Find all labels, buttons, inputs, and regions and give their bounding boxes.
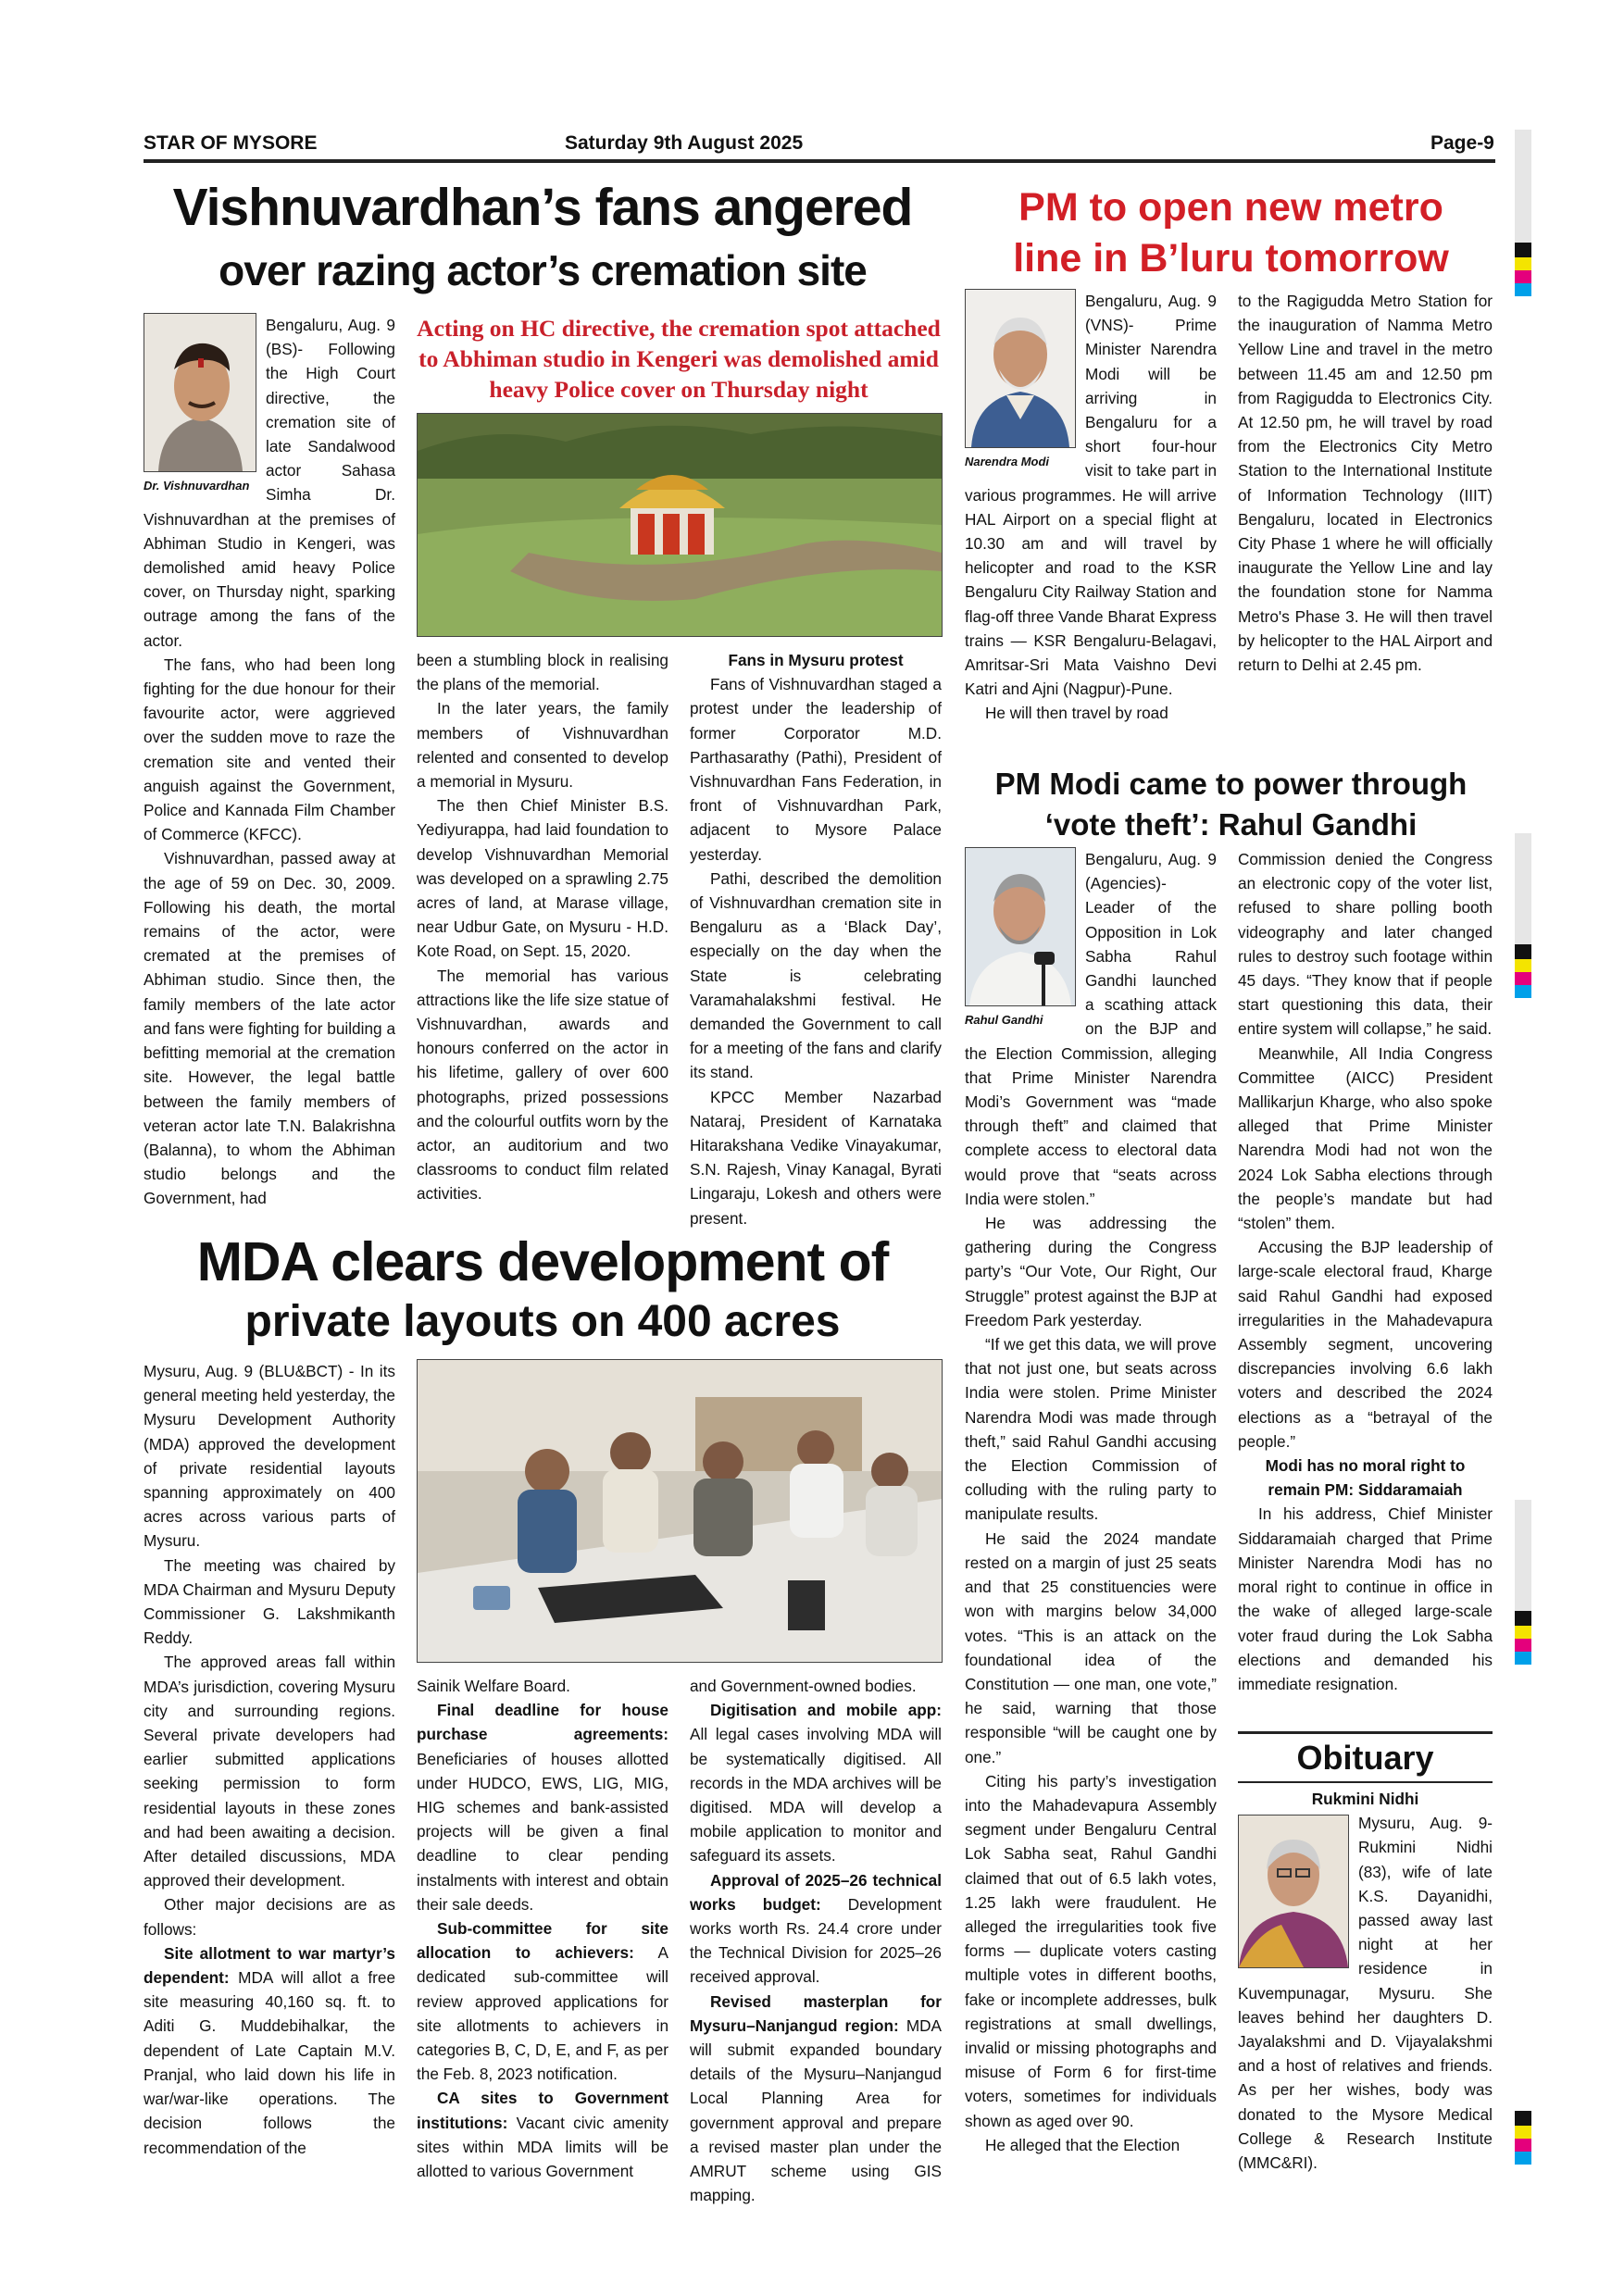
registration-strip bbox=[1515, 1500, 1531, 1611]
registration-cyan bbox=[1515, 283, 1531, 296]
story4-text: MDA will allot a free site measuring 40,160 sq. ft. to Aditi G. Muddebihalkar, the dependent of Late Captain M.V. Pranjal, who laid down his life in war/war-like operations. The decision follows the recommendation of the bbox=[144, 1968, 395, 2157]
story1-subhead: Acting on HC directive, the cremation spot attached to Abhiman studio in Kengeri was demolished amid heavy Police cover on Thursday night bbox=[417, 315, 941, 403]
story1-crosshead: Fans in Mysuru protest bbox=[728, 651, 904, 669]
registration-black bbox=[1515, 2111, 1531, 2126]
registration-yellow bbox=[1515, 257, 1531, 270]
story1-headline-line1: Vishnuvardhan’s fans angered bbox=[172, 178, 913, 237]
registration-black bbox=[1515, 1611, 1531, 1626]
registration-magenta bbox=[1515, 270, 1531, 283]
story3-para: Commission denied the Congress an electronic copy of the voter list, refused to share polling booth videography and later changed rules to destroy such footage within 45 days. “They know that if people start questioning this data, their entire system will collapse,” he said. bbox=[1238, 850, 1493, 1039]
story4-text: Beneficiaries of houses allotted under HUDCO, EWS, LIG, MIG, HIG schemes and bank-assisted projects will be given a final deadline to clear pending instalments with interest and obtain their sale deeds. bbox=[417, 1749, 668, 1914]
story4-crosshead: CA sites to Government institutions: bbox=[417, 2089, 668, 2132]
rahul-caption: Rahul Gandhi bbox=[965, 1013, 1043, 1027]
portrait-icon bbox=[966, 290, 1075, 447]
registration-yellow bbox=[1515, 959, 1531, 972]
story1-para: The fans, who had been long fighting for the due honour for their favourite actor, were aggrieved over the sudden move to raze the cremation site and vented their anguish against the Government, Police and Kannada Film Chamber of Commerce (KFCC). bbox=[144, 655, 395, 844]
registration-yellow bbox=[1515, 2126, 1531, 2139]
rahul-photo-box bbox=[965, 847, 1076, 1032]
story2-column-1 bbox=[965, 289, 1217, 726]
paper-name: STAR OF MYSORE bbox=[144, 132, 318, 154]
registration-strip bbox=[1515, 833, 1531, 944]
mda-meeting-photo bbox=[417, 1359, 943, 1663]
story1-para: Fans of Vishnuvardhan staged a protest under the leadership of former Corporator M.D. Parthasarathy (Pathi), President of Vishnuvardhan Fans Federation, in front of Vishnuvardhan Park, adjacent to Mysore Palace yesterday. bbox=[690, 675, 942, 864]
story4-para: and Government-owned bodies. bbox=[690, 1677, 917, 1695]
registration-magenta bbox=[1515, 972, 1531, 985]
story4-para: The approved areas fall within MDA’s jurisdiction, covering Mysuru city and surrounding regions. Several private developers had earlier submitted applications seeking permission to form residential layouts in these zones and had been awaiting a decision. After detailed discussions, MDA approved their development. bbox=[144, 1653, 395, 1890]
masthead-rule bbox=[144, 159, 1495, 163]
story4-column-3 bbox=[690, 1674, 942, 2207]
story1-headline-line2: over razing actor’s cremation site bbox=[219, 246, 867, 294]
story1-para: Bengaluru, Aug. 9 (BS)- Following the High Court directive, the cremation site of late Sandalwood actor Sahasa Simha Dr. Vishnuvardhan at the premises of Abhiman Studio in Kengeri, was demolished amid heavy Police cover, on Thursday night, sparking outrage among the fans of the actor. bbox=[144, 316, 395, 650]
story3-crosshead: remain PM: Siddaramaiah bbox=[1268, 1480, 1463, 1500]
story4-para bbox=[690, 1990, 942, 2208]
memorial-landscape-icon bbox=[418, 414, 942, 636]
story3-column-2 bbox=[1238, 847, 1493, 1696]
story3-para: He alleged that the Election bbox=[985, 2135, 1181, 2154]
story4-text: Development works worth Rs. 24.4 crore under the Technical Division for 2025–26 received approval. bbox=[690, 1894, 943, 1987]
story3-headline-line1: PM Modi came to power through bbox=[994, 767, 1468, 801]
modi-photo-box bbox=[965, 289, 1076, 474]
story2-column-2 bbox=[1238, 289, 1493, 677]
cremation-site-photo bbox=[417, 413, 943, 637]
story1-para: Pathi, described the demolition of Vishnuvardhan cremation site in Bengaluru as a ‘Black Day’, especially on the day when the State is celebrating Varamahalakshmi festival. He demanded the Government to call for a meeting of the fans and clarify its stand. bbox=[690, 868, 942, 1082]
story4-para bbox=[690, 1868, 942, 1990]
story4-para bbox=[144, 1941, 395, 2160]
story4-para bbox=[417, 2086, 668, 2183]
story2-headline-line2: line in B’luru tomorrow bbox=[1013, 236, 1449, 281]
story4-text: Vacant civic amenity sites within MDA limits will be allotted to various Government bbox=[417, 2113, 668, 2181]
story4-headline-line2: private layouts on 400 acres bbox=[244, 1297, 841, 1346]
story3-headline-line2: ‘vote theft’: Rahul Gandhi bbox=[1044, 807, 1418, 842]
story4-para: The meeting was chaired by MDA Chairman and Mysuru Deputy Commissioner G. Lakshmikanth Reddy. bbox=[144, 1555, 395, 1648]
story4-para bbox=[690, 1698, 942, 1867]
obituary-rule bbox=[1238, 1731, 1493, 1734]
modi-photo bbox=[965, 289, 1076, 448]
story1-para: In the later years, the family members of Vishnuvardhan relented and consented to develop a memorial in Mysuru. bbox=[417, 699, 668, 792]
story4-crosshead: Sub-committee for site allocation to achievers: bbox=[417, 1919, 668, 1963]
story1-column-1 bbox=[144, 313, 395, 1211]
registration-magenta bbox=[1515, 2139, 1531, 2152]
meeting-room-icon bbox=[418, 1360, 942, 1662]
registration-black bbox=[1515, 944, 1531, 959]
issue-date: Saturday 9th August 2025 bbox=[565, 132, 804, 154]
portrait-icon bbox=[144, 314, 256, 471]
story3-para: Meanwhile, All India Congress Committee (AICC) President Mallikarjun Kharge, who also spoke alleged that Prime Minister Narendra Modi had not won the 2024 Lok Sabha elections through the people’s mandate but had “stolen” them. bbox=[1238, 1043, 1493, 1233]
story4-headline-line1: MDA clears development of bbox=[196, 1231, 889, 1292]
story1-para: KPCC Member Nazarbad Nataraj, President of Karnataka Hitarakshana Vedike Vinayakumar, S.N. Rajesh, Vinay Kanagal, Byrati Lingaraju, Lokesh and others were present. bbox=[690, 1087, 942, 1228]
registration-cyan bbox=[1515, 985, 1531, 998]
story3-crosshead: Modi has no moral right to bbox=[1265, 1456, 1466, 1476]
obituary-text: Mysuru, Aug. 9- Rukmini Nidhi (83), wife of late K.S. Dayanidhi, passed away last night at her residence in Kuvempunagar, Mysuru. She leaves behind her daughters D. Jayalakshmi and D. Vijayalakshmi and a host of relatives and friends. As per her wishes, body was donated to the Mysore Medical College & Research Institute (MMC&RI). bbox=[1238, 1814, 1493, 2173]
story3-column-1 bbox=[965, 847, 1217, 2157]
story1-para: been a stumbling block in realising the plans of the memorial. bbox=[417, 651, 668, 694]
portrait-icon bbox=[966, 848, 1075, 1005]
story4-para bbox=[417, 1698, 668, 1916]
story2-headline-line1: PM to open new metro bbox=[1018, 185, 1443, 230]
obituary-title: Obituary bbox=[1296, 1739, 1434, 1777]
story3-para: In his address, Chief Minister Siddaramaiah charged that Prime Minister Narendra Modi has no moral right to continue in office in the wake of alleged large-scale voter fraud during the Lok Sabha elections and demanded his immediate resignation. bbox=[1238, 1504, 1493, 1693]
page-number: Page-9 bbox=[1430, 132, 1494, 154]
registration-strip bbox=[1515, 130, 1531, 243]
story2-para: to the Ragigudda Metro Station for the inauguration of Namma Metro Yellow Line and travel in the metro between 11.45 am and 12.50 pm from Ragigudda to Electronics City. At 12.50 pm, he will travel by road from the Electronics City Metro Station to the International Institute of Information Technology (IIIT) Bengaluru, located in Electronics City Phase 1 where he will officially inaugurate the Yellow Line and lay the foundation stone for Namma Metro's Phase 3. He will then travel by helicopter to the HAL Airport and return to Delhi at 2.45 pm. bbox=[1238, 292, 1493, 675]
story3-para: Citing his party’s investigation into the Mahadevapura Assembly segment under Bengaluru Central Lok Sabha seat, Rahul Gandhi claimed that out of 6.5 lakh votes, 1.25 lakh were fraudulent. He alleged the irregularities took five forms — duplicate voters casting multiple votes in different booths, fake or incomplete addresses, bulk registrations at small dwellings, invalid or missing photographs and misuse of Form 6 for first-time voters, sometimes for individuals shown as aged over 90. bbox=[965, 1771, 1217, 2130]
story4-text: A dedicated sub-committee will review approved applications for site allotments to achievers in categories B, C, D, E, and F, as per the Feb. 8, 2023 notification. bbox=[417, 1943, 668, 2084]
portrait-icon bbox=[1239, 1816, 1348, 1967]
obituary-photo bbox=[1238, 1815, 1349, 1968]
obituary-rule bbox=[1238, 1781, 1493, 1783]
story4-para: Mysuru, Aug. 9 (BLU&BCT) - In its general meeting held yesterday, the Mysuru Development Authority (MDA) approved the development of private residential layouts spanning approximately on 400 acres across various parts of Mysuru. bbox=[144, 1362, 395, 1551]
story1-para: The memorial has various attractions like the life size statue of Vishnuvardhan, awards and honours conferred on the actor in his lifetime, gallery of over 600 photographs, prized possessions and the colourful outfits worn by the actor, an auditorium and two classrooms to conduct film related activities. bbox=[417, 966, 668, 1204]
rahul-photo bbox=[965, 847, 1076, 1006]
story1-column-3 bbox=[690, 648, 942, 1230]
modi-caption: Narendra Modi bbox=[965, 455, 1050, 468]
story3-para: He was addressing the gathering during the Congress party’s “Our Vote, Our Right, Our Struggle” protest against the BJP at Freedom Park yesterday. bbox=[965, 1214, 1217, 1329]
registration-black bbox=[1515, 243, 1531, 257]
registration-cyan bbox=[1515, 2152, 1531, 2165]
vishnuvardhan-photo bbox=[144, 313, 256, 472]
story2-para: He will then travel by road bbox=[985, 704, 1168, 723]
vishnuvardhan-caption: Dr. Vishnuvardhan bbox=[144, 479, 250, 493]
story3-para: Bengaluru, Aug. 9 (Agencies)- Leader of the Opposition in Lok Sabha Rahul Gandhi launched a scathing attack on the BJP and the Election Commission, alleging that Prime Minister Narendra Modi’s Government was “made through theft” and claimed that complete access to electoral data would prove that “seats across India were stolen.” bbox=[965, 850, 1217, 1208]
story4-crosshead: Revised masterplan for Mysuru–Nanjangud region: bbox=[690, 1991, 942, 2035]
story3-para: Accusing the BJP leadership of large-scale electoral fraud, Kharge said Rahul Gandhi had exposed irregularities in the Mahadevapura Assembly segment, uncovering discrepancies involving 6.6 lakh voters and described the 2024 elections as a “betrayal of the people.” bbox=[1238, 1238, 1493, 1451]
story4-para: Sainik Welfare Board. bbox=[417, 1677, 570, 1695]
story4-column-2 bbox=[417, 1674, 668, 2183]
story4-para bbox=[417, 1916, 668, 2086]
story3-para: He said the 2024 mandate rested on a margin of just 25 seats and that 25 constituencies were won with margins below 34,000 votes. “This is an attack on the foundational idea of the Constitution — one man, one vote,” he said, warning that those responsible “will be caught one by one.” bbox=[965, 1529, 1217, 1766]
story4-text: MDA will submit expanded boundary details of the Mysuru–Nanjangud Local Planning Area for government approval and prepare a revised master plan under the AMRUT scheme using GIS mapping. bbox=[690, 2015, 943, 2205]
registration-magenta bbox=[1515, 1639, 1531, 1652]
story4-text: All legal cases involving MDA will be systematically digitised. All records in the MDA archives will be digitised. MDA will develop a mobile application to monitor and safeguard its assets. bbox=[690, 1725, 942, 1866]
story1-para: The then Chief Minister B.S. Yediyurappa, had laid foundation to develop Vishnuvardhan Memorial was developed on a sprawling 2.75 acres of land, at Marase village, near Udbur Gate, on Mysuru - H.D. Kote Road, on Sept. 15, 2020. bbox=[417, 796, 668, 961]
story4-crosshead: Approval of 2025–26 technical works budget: bbox=[690, 1870, 942, 1914]
story4-crosshead: Digitisation and mobile app: bbox=[710, 1701, 942, 1720]
story1-para: Vishnuvardhan, passed away at the age of 59 on Dec. 30, 2009. Following his death, the mortal remains of the actor, were cremated at the premises of Abhiman studio. Since then, the family members of the late actor and fans were fighting for building a befitting memorial at the cremation site. However, the legal battle between the family members of veteran actor late T.N. Balakrishna (Balanna), to whom the Abhiman studio belongs and the Government, had bbox=[144, 849, 395, 1208]
story4-para: Other major decisions are as follows: bbox=[144, 1895, 395, 1939]
story2-para: Bengaluru, Aug. 9 (VNS)- Prime Minister Narendra Modi will be arriving in Bengaluru for a short four-hour visit to take part in various programmes. He will arrive HAL Airport on a special flight at 10.30 am and will travel by helicopter and road to the KSR Bengaluru City Railway Station and flag-off three Vande Bharat Express trains — KSR Bengaluru-Belagavi, Amritsar-Sri Mata Vaishno Devi Katri and Ajni (Nagpur)-Pune. bbox=[965, 292, 1217, 699]
obituary-body bbox=[1238, 1787, 1493, 2175]
vishnuvardhan-photo-box bbox=[144, 313, 256, 498]
story1-column-2 bbox=[417, 648, 668, 1206]
obituary-name: Rukmini Nidhi bbox=[1311, 1790, 1419, 1808]
registration-yellow bbox=[1515, 1626, 1531, 1639]
registration-cyan bbox=[1515, 1652, 1531, 1665]
story3-para: “If we get this data, we will prove that not just one, but seats across India were stolen. Prime Minister Narendra Modi was made through theft,” said Rahul Gandhi accusing the Election Commission of colluding with the ruling party to manipulate results. bbox=[965, 1335, 1217, 1524]
story4-crosshead: Site allotment to war martyr’s dependent: bbox=[144, 1943, 395, 1988]
story4-crosshead: Final deadline for house purchase agreements: bbox=[417, 1701, 668, 1744]
story4-column-1 bbox=[144, 1359, 395, 2160]
